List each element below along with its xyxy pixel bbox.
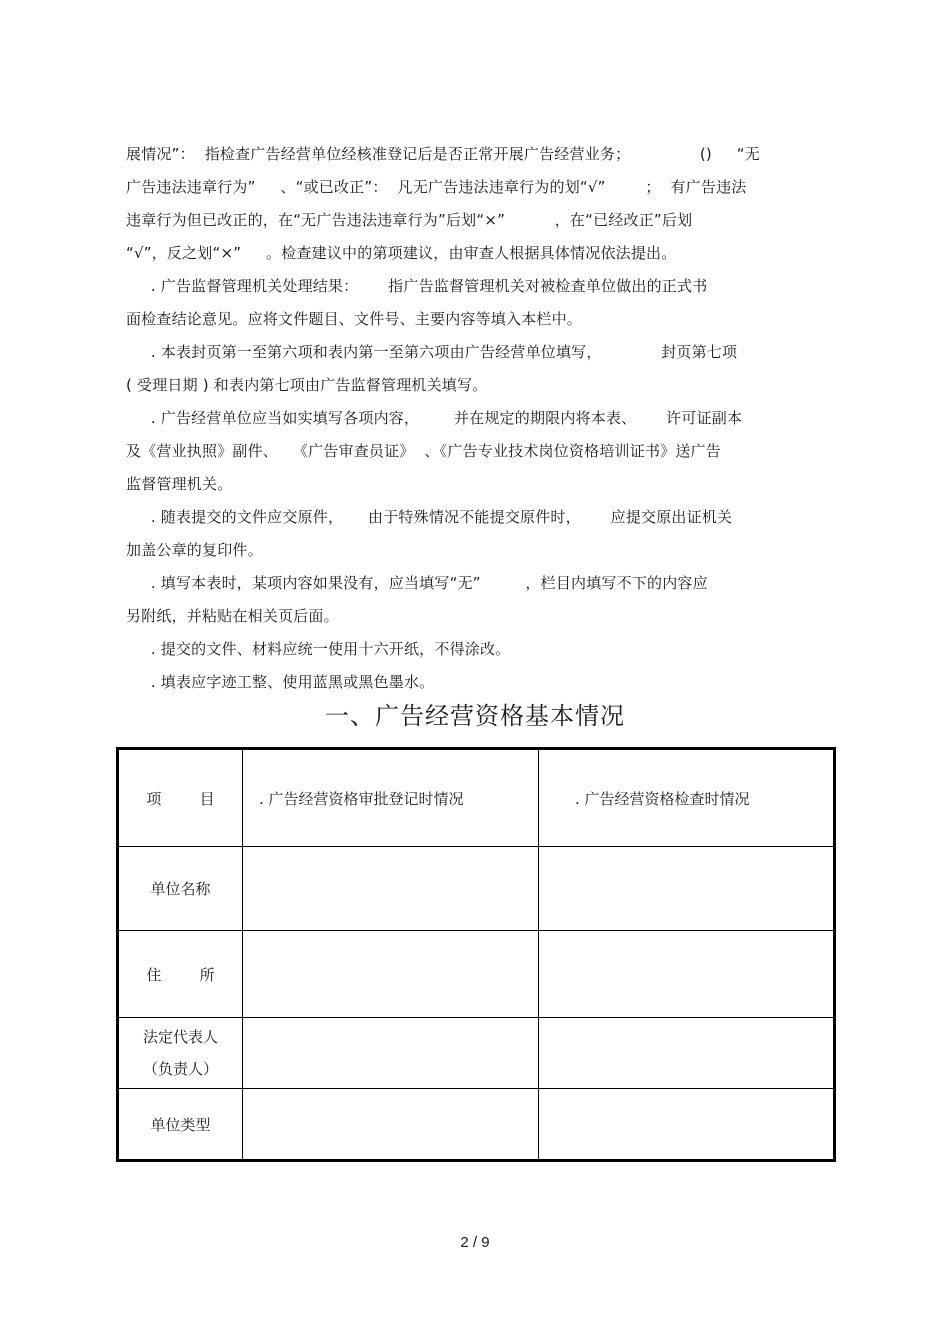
header-col2-cell — [539, 749, 835, 847]
unit-type-registration-cell[interactable] — [243, 1089, 539, 1161]
row-label-cell — [118, 1018, 243, 1089]
header-item-cell — [118, 749, 243, 847]
note-line: . 填表应字迹工整、使用蓝黑或黑色墨水。 — [126, 673, 435, 691]
basic-info-table — [116, 747, 836, 1162]
row-label-unit-name: 单位名称 — [150, 880, 211, 898]
row-label-cell — [118, 1089, 243, 1161]
note-line: . 填写本表时，某项内容如果没有，应当填写“无” ，栏目内填写不下的内容应 — [126, 574, 708, 592]
table-row — [118, 1089, 835, 1161]
note-line: 及《营业执照》副件、 《广告审查员证》 、《广告专业技术岗位资格培训证书》送广告 — [126, 442, 721, 460]
note-line: . 广告经营单位应当如实填写各项内容， 并在规定的期限内将本表、 许可证副本 — [126, 409, 743, 427]
note-line: 面检查结论意见。应将文件题目、文件号、主要内容等填入本栏中。 — [126, 310, 583, 328]
header-col1-cell — [243, 749, 539, 847]
address-inspection-cell[interactable] — [539, 931, 835, 1018]
header-col2-label: . 广告经营资格检查时情况 — [575, 789, 750, 808]
unit-name-registration-cell[interactable] — [243, 847, 539, 931]
note-line: 另附纸，并粘贴在相关页后面。 — [126, 607, 339, 625]
note-line: 广告违法违章行为” 、“或已改正”： 凡无广告违法违章行为的划“√” ； 有广告违法 — [126, 178, 747, 196]
note-line: . 广告监督管理机关处理结果： 指广告监督管理机关对被检查单位做出的正式书 — [126, 277, 708, 295]
row-label-legal-rep-sub: （负责人） — [142, 1060, 218, 1078]
header-col1-label: . 广告经营资格审批登记时情况 — [259, 789, 464, 808]
row-label-legal-rep: 法定代表人 — [142, 1028, 218, 1046]
note-line: 监督管理机关。 — [126, 475, 233, 493]
note-line: 违章行为但已改正的，在“无广告违法违章行为”后划“×” ，在“已经改正”后划 — [126, 211, 693, 229]
note-line: “√”，反之划“×” 。检查建议中的第项建议，由审查人根据具体情况依法提出。 — [126, 244, 677, 262]
row-label-address: 住 所 — [146, 965, 215, 984]
note-line: ( 受理日期 ) 和表内第七项由广告监督管理机关填写。 — [126, 376, 488, 394]
table-header-row — [118, 749, 835, 847]
unit-name-inspection-cell[interactable] — [539, 847, 835, 931]
row-label-cell — [118, 931, 243, 1018]
row-label-unit-type: 单位类型 — [150, 1115, 211, 1134]
table-row — [118, 847, 835, 931]
table-row — [118, 931, 835, 1018]
note-line: . 提交的文件、材料应统一使用十六开纸，不得涂改。 — [126, 640, 511, 658]
unit-type-inspection-cell[interactable] — [539, 1089, 835, 1161]
note-line: . 本表封页第一至第六项和表内第一至第六项由广告经营单位填写， 封页第七项 — [126, 343, 738, 361]
table-row — [118, 1018, 835, 1089]
note-line: 展情况”： 指检查广告经营单位经核准登记后是否正常开展广告经营业务； () “无 — [126, 145, 760, 163]
legal-rep-inspection-cell[interactable] — [539, 1018, 835, 1089]
header-item-label: 项 目 — [146, 789, 215, 808]
note-line: . 随表提交的文件应交原件， 由于特殊情况不能提交原件时， 应提交原出证机关 — [126, 508, 733, 526]
page-number: 2 / 9 — [460, 1234, 490, 1251]
row-label-cell — [118, 847, 243, 931]
legal-rep-registration-cell[interactable] — [243, 1018, 539, 1089]
section-title: 一、广告经营资格基本情况 — [325, 702, 625, 730]
note-line: 加盖公章的复印件。 — [126, 541, 263, 559]
address-registration-cell[interactable] — [243, 931, 539, 1018]
